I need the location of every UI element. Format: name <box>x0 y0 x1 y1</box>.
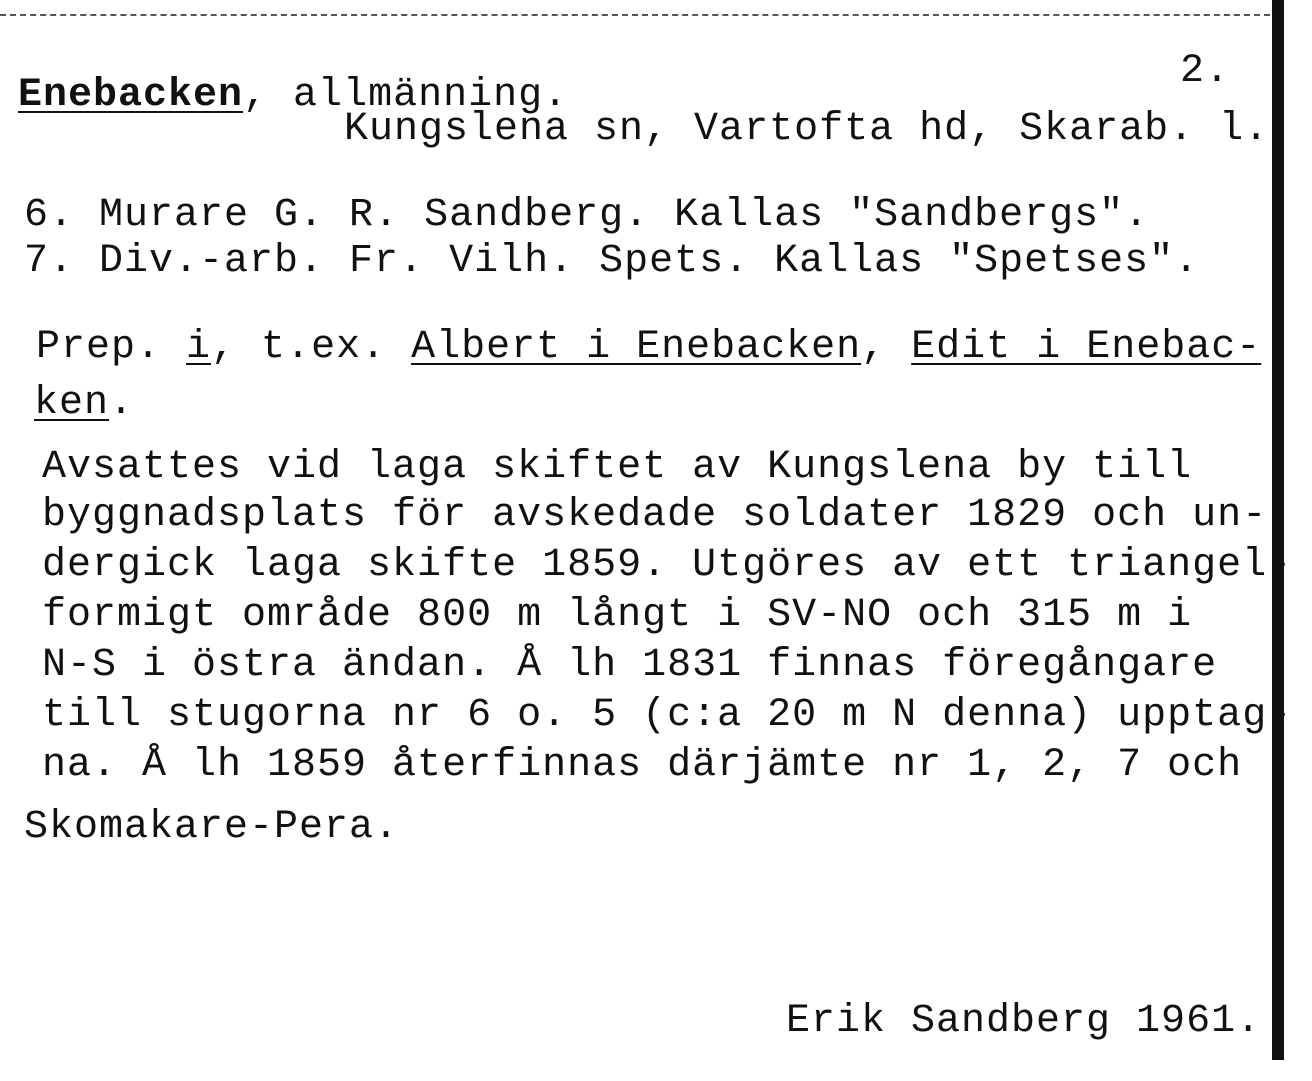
body-line-8: Skomakare-Pera. <box>24 805 400 850</box>
top-edge-rule <box>0 14 1270 16</box>
prep-example-2-part-1: Edit i Enebac- <box>911 325 1262 370</box>
signature: Erik Sandberg 1961. <box>786 999 1262 1044</box>
card-right-edge <box>1272 0 1284 1060</box>
prep-word: i <box>186 325 212 370</box>
body-line-7: na. Å lh 1859 återfinnas därjämte nr 1, 2, 7 och <box>42 743 1243 788</box>
prep-example-2-part-2: ken <box>34 381 110 426</box>
body-line-4: formigt område 800 m långt i SV-NO och 315 m i <box>42 593 1193 638</box>
prep-example-1: Albert i Enebacken <box>411 325 862 370</box>
header-location: Kungslena sn, Vartofta hd, Skarab. l. <box>344 107 1270 152</box>
body-line-3: dergick laga skifte 1859. Utgöres av ett triangel- <box>42 543 1293 588</box>
place-name: Enebacken <box>18 73 244 118</box>
entry-line-7: 7. Div.-arb. Fr. Vilh. Spets. Kallas "Spetses". <box>24 239 1200 284</box>
body-line-1: Avsattes vid laga skiftet av Kungslena by till <box>42 445 1193 490</box>
entry-line-6: 6. Murare G. R. Sandberg. Kallas "Sandbergs". <box>24 193 1150 238</box>
body-line-5: N-S i östra ändan. Å lh 1831 finnas föregångare <box>42 643 1218 688</box>
prep-line-2 <box>34 381 135 426</box>
prep-end: . <box>109 381 135 426</box>
body-line-2: byggnadsplats för avskedade soldater 1829 och un- <box>42 493 1268 538</box>
prep-comma: , <box>861 325 912 370</box>
prep-line <box>36 325 1262 370</box>
place-type: , allmänning. <box>243 73 569 118</box>
body-line-6: till stugorna nr 6 o. 5 (c:a 20 m N denna) upptag- <box>42 693 1293 738</box>
prep-sep: , t.ex. <box>211 325 412 370</box>
prep-label: Prep. <box>36 325 187 370</box>
card-number: 2. <box>1180 49 1231 94</box>
